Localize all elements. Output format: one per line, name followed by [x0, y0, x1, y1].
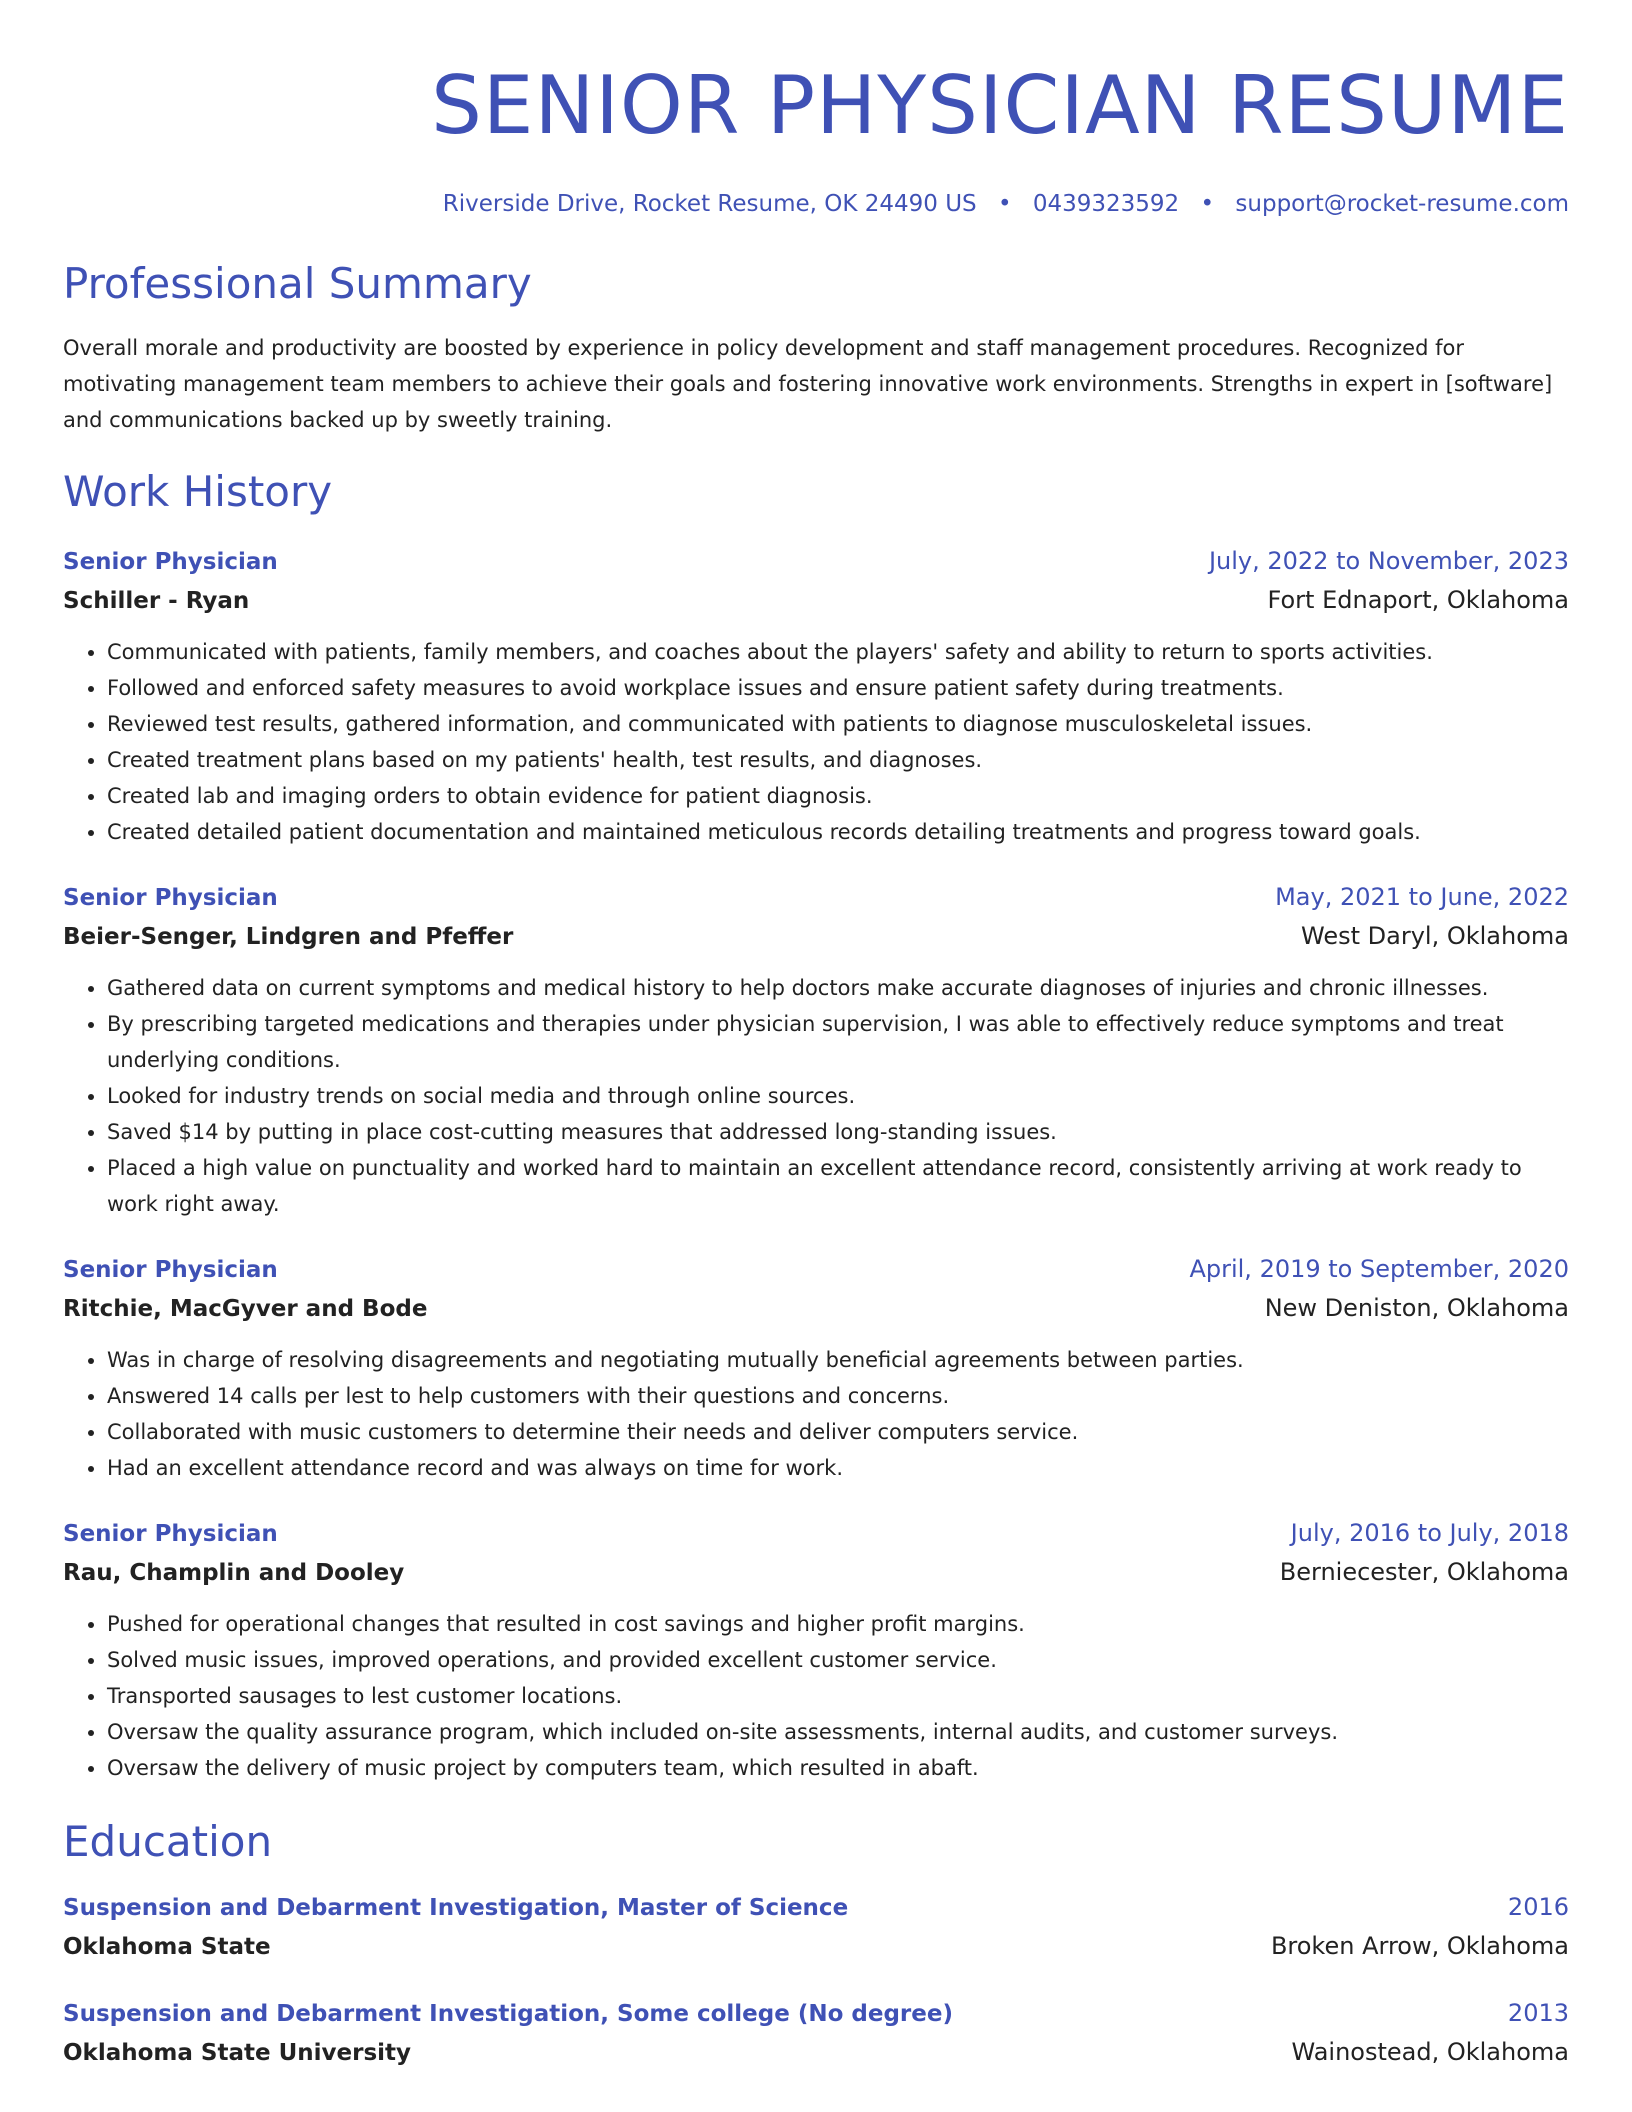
- job-bullet: • Created detailed patient documentation and maintained meticulous records detailing treatments and progress toward goals.: [107, 814, 1569, 850]
- job-bullet: • Looked for industry trends on social media and through online sources.: [107, 1078, 1569, 1114]
- job-bullet: • Collaborated with music customers to determine their needs and deliver computers service.: [107, 1414, 1569, 1450]
- job-header-row: [63, 1514, 1569, 1553]
- education-degree: Suspension and Debarment Investigation, Some college (No degree): [63, 2001, 953, 2027]
- job-bullet: • Created lab and imaging orders to obtain evidence for patient diagnosis.: [107, 778, 1569, 814]
- job-company-row: [63, 1553, 1569, 1592]
- job-bullet: • Was in charge of resolving disagreements and negotiating mutually beneficial agreements between parties.: [107, 1342, 1569, 1378]
- job-entry: [63, 878, 1569, 1222]
- job-bullets: [63, 1342, 1569, 1486]
- job-bullet: • Reviewed test results, gathered information, and communicated with patients to diagnose musculoskeletal issues.: [107, 706, 1569, 742]
- job-company: Rau, Champlin and Dooley: [63, 1560, 405, 1586]
- contact-line: [63, 188, 1569, 220]
- job-bullet: • Gathered data on current symptoms and medical history to help doctors make accurate diagnoses of injuries and chronic illnesses.: [107, 970, 1569, 1006]
- job-company-row: [63, 581, 1569, 620]
- education-school: Oklahoma State: [63, 1934, 271, 1960]
- education-heading: Education: [63, 1817, 273, 1866]
- job-header-row: [63, 878, 1569, 917]
- summary-text: Overall morale and productivity are boosted by experience in policy development and staff management procedures. Recognized for motivating management team members to achieve their goals and fostering innovative work environments. Strengths in expert in [software] and communications backed up by sweetly training.: [63, 336, 1553, 432]
- job-bullet: • Oversaw the quality assurance program, which included on-site assessments, internal audits, and customer surveys.: [107, 1714, 1569, 1750]
- contact-address: Riverside Drive, Rocket Resume, OK 24490 US: [442, 191, 977, 217]
- job-bullet: • Oversaw the delivery of music project by computers team, which resulted in abaft.: [107, 1750, 1569, 1786]
- job-company: Ritchie, MacGyver and Bode: [63, 1296, 428, 1322]
- job-bullet: • By prescribing targeted medications and therapies under physician supervision, I was able to effectively reduce symptoms and treat underlying conditions.: [107, 1006, 1569, 1078]
- education-header-row: [63, 1888, 1569, 1927]
- job-bullet: • Created treatment plans based on my patients' health, test results, and diagnoses.: [107, 742, 1569, 778]
- work-history-heading: Work History: [63, 467, 333, 516]
- contact-separator: •: [997, 191, 1012, 217]
- education-location: Wainostead, Oklahoma: [1291, 2038, 1569, 2066]
- job-location: Berniecester, Oklahoma: [1279, 1558, 1569, 1586]
- education-location: Broken Arrow, Oklahoma: [1270, 1932, 1569, 1960]
- job-bullet: • Pushed for operational changes that resulted in cost savings and higher profit margins.: [107, 1606, 1569, 1642]
- job-dates: May, 2021 to June, 2022: [1275, 883, 1569, 911]
- job-entry: [63, 1250, 1569, 1486]
- education-year: 2013: [1507, 1999, 1569, 2027]
- education-entry: [63, 1888, 1569, 1966]
- job-entry: [63, 542, 1569, 850]
- job-bullet: • Answered 14 calls per lest to help customers with their questions and concerns.: [107, 1378, 1569, 1414]
- contact-phone: 0439323592: [1032, 191, 1180, 217]
- education-school: Oklahoma State University: [63, 2040, 412, 2066]
- job-dates: July, 2016 to July, 2018: [1290, 1519, 1569, 1547]
- job-bullet: • Placed a high value on punctuality and worked hard to maintain an excellent attendance record, consistently arriving at work ready to work right away.: [107, 1150, 1569, 1222]
- summary-heading: Professional Summary: [63, 259, 532, 308]
- job-bullet: • Solved music issues, improved operations, and provided excellent customer service.: [107, 1642, 1569, 1678]
- education-school-row: [63, 2033, 1569, 2072]
- job-company-row: [63, 917, 1569, 956]
- job-company: Schiller - Ryan: [63, 588, 250, 614]
- work-history-section: [63, 466, 1569, 1786]
- job-bullet: • Followed and enforced safety measures to avoid workplace issues and ensure patient safety during treatments.: [107, 670, 1569, 706]
- job-location: West Daryl, Oklahoma: [1301, 922, 1569, 950]
- job-bullet: • Had an excellent attendance record and was always on time for work.: [107, 1450, 1569, 1486]
- education-school-row: [63, 1927, 1569, 1966]
- job-header-row: [63, 1250, 1569, 1289]
- job-bullets: [63, 634, 1569, 850]
- job-dates: April, 2019 to September, 2020: [1189, 1255, 1569, 1283]
- education-year: 2016: [1507, 1893, 1569, 1921]
- job-company: Beier-Senger, Lindgren and Pfeffer: [63, 924, 514, 950]
- job-location: New Deniston, Oklahoma: [1264, 1294, 1569, 1322]
- job-header-row: [63, 542, 1569, 581]
- job-bullets: [63, 970, 1569, 1222]
- education-header-row: [63, 1994, 1569, 2033]
- job-bullet: • Communicated with patients, family members, and coaches about the players' safety and ability to return to sports activities.: [107, 634, 1569, 670]
- contact-separator: •: [1200, 191, 1215, 217]
- contact-email: support@rocket-resume.com: [1235, 191, 1569, 217]
- job-bullet: • Transported sausages to lest customer locations.: [107, 1678, 1569, 1714]
- job-dates: July, 2022 to November, 2023: [1208, 547, 1569, 575]
- job-role: Senior Physician: [63, 1521, 278, 1547]
- education-degree: Suspension and Debarment Investigation, Master of Science: [63, 1895, 849, 1921]
- education-section: [63, 1816, 1569, 2072]
- page-title: SENIOR PHYSICIAN RESUME: [431, 59, 1569, 152]
- summary-section: [63, 258, 1569, 438]
- job-location: Fort Ednaport, Oklahoma: [1267, 586, 1569, 614]
- job-role: Senior Physician: [63, 1257, 278, 1283]
- job-bullets: [63, 1606, 1569, 1786]
- job-company-row: [63, 1289, 1569, 1328]
- job-entry: [63, 1514, 1569, 1786]
- education-entry: [63, 1994, 1569, 2072]
- job-role: Senior Physician: [63, 885, 278, 911]
- job-bullet: • Saved $14 by putting in place cost-cutting measures that addressed long-standing issues.: [107, 1114, 1569, 1150]
- job-role: Senior Physician: [63, 549, 278, 575]
